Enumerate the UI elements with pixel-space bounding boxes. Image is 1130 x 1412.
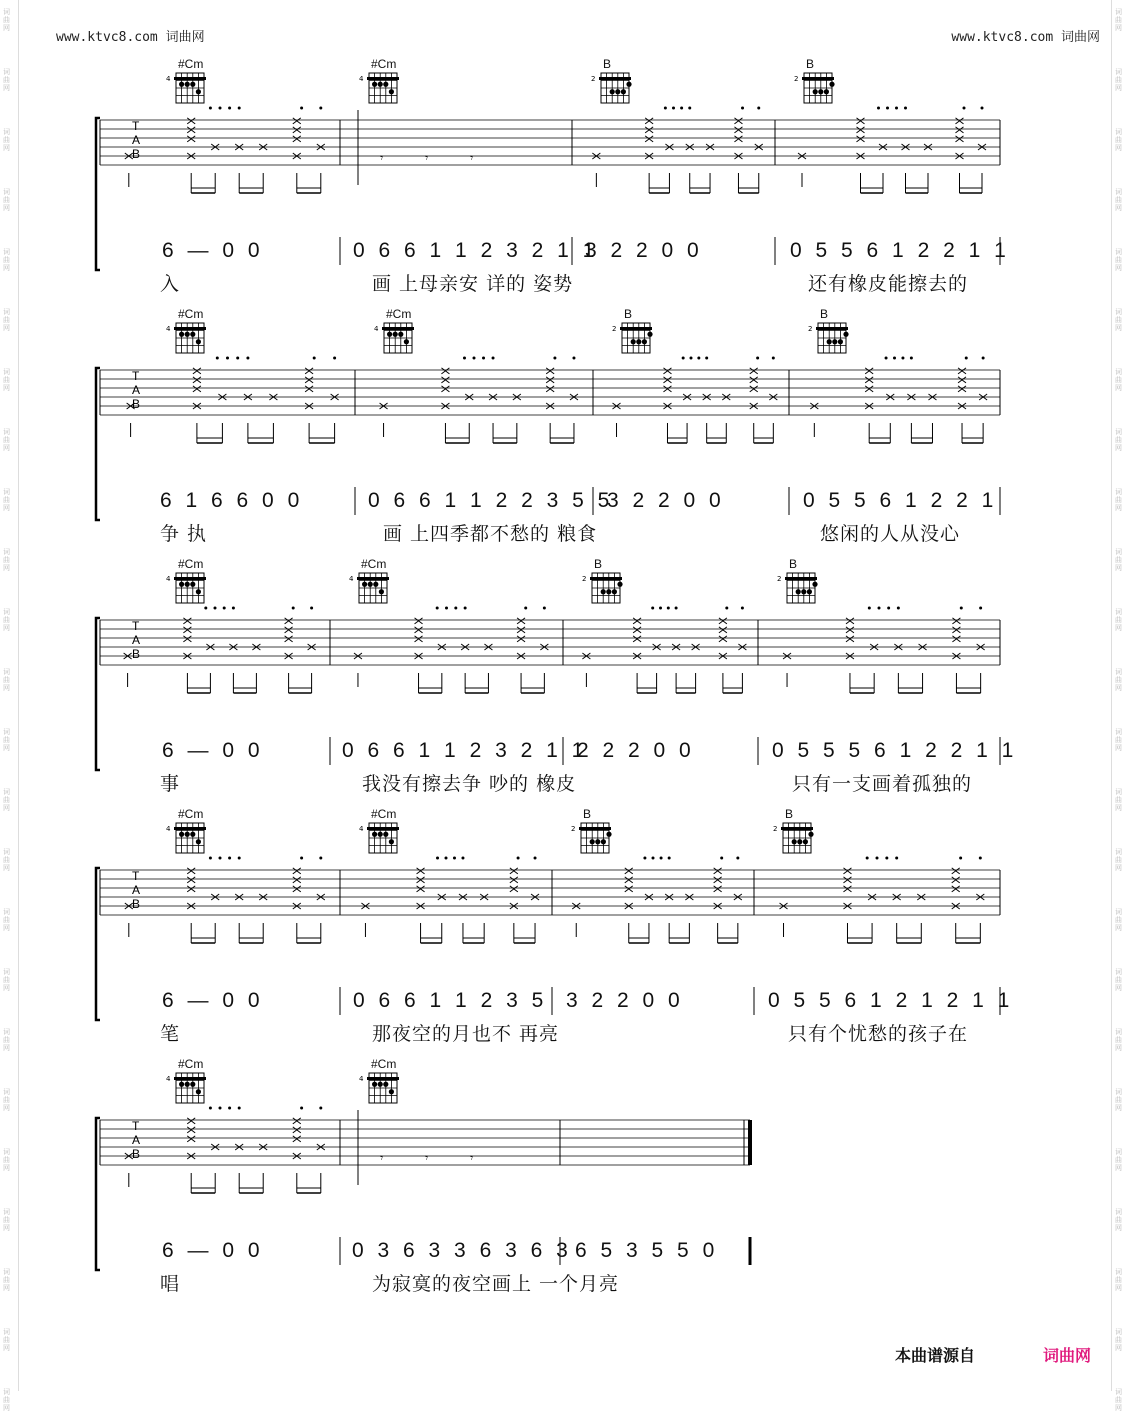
tab-clef-letter: B [132, 647, 141, 661]
chord-diagram [162, 57, 214, 115]
chord-diagram [355, 807, 407, 865]
watermark-text: 词曲网 [3, 488, 10, 512]
svg-text:4: 4 [166, 75, 171, 83]
svg-text:2: 2 [571, 825, 576, 833]
svg-text:4: 4 [166, 825, 171, 833]
jianpu-measure: 3 2 2 0 0 [566, 989, 684, 1012]
chord-name: #Cm [371, 57, 397, 71]
svg-text:2: 2 [612, 325, 617, 333]
watermark-text: 词曲网 [1115, 248, 1122, 272]
watermark-text: 词曲网 [1115, 548, 1122, 572]
watermark-text: 词曲网 [3, 8, 10, 32]
chord-name: #Cm [361, 557, 387, 571]
svg-text:𝄾: 𝄾 [425, 1151, 429, 1165]
chord-name: #Cm [178, 307, 204, 321]
jianpu-measure: 2 2 2 0 0 [577, 739, 695, 762]
jianpu-measure: 6 — 0 0 [162, 1239, 264, 1262]
chord-name: #Cm [178, 57, 204, 71]
watermark-text: 词曲网 [1115, 488, 1122, 512]
svg-text:𝄾: 𝄾 [380, 151, 384, 165]
header-site-right: www.ktvc8.com 词曲网 [951, 30, 1100, 45]
lyric-line: 争 执 [160, 523, 208, 545]
lyric-line: 事 [160, 773, 181, 795]
jianpu-measure: 0 6 6 1 1 2 2 3 5 5 [368, 489, 614, 512]
chord-name: B [820, 307, 829, 321]
chord-name: #Cm [178, 1057, 204, 1071]
watermark-text: 词曲网 [3, 188, 10, 212]
score-system [0, 1055, 1130, 1305]
tab-clef-letter: B [132, 147, 141, 161]
watermark-text: 词曲网 [3, 968, 10, 992]
lyric-line: 只有个忧愁的孩子在 [788, 1023, 969, 1045]
watermark-text: 词曲网 [1115, 1148, 1122, 1172]
footer-source-label: 本曲谱源自 [895, 1346, 976, 1365]
chord-name: B [594, 557, 603, 571]
watermark-text: 词曲网 [1115, 1028, 1122, 1052]
watermark-text: 词曲网 [3, 368, 10, 392]
tab-clef-letter: T [132, 619, 140, 633]
watermark-text: 词曲网 [1115, 188, 1122, 212]
watermark-text: 词曲网 [1115, 1268, 1122, 1292]
lyric-line: 只有一支画着孤独的 [792, 773, 973, 795]
svg-text:4: 4 [166, 1075, 171, 1083]
tab-clef-letter: B [132, 1147, 141, 1161]
chord-diagram [587, 57, 639, 115]
chord-name: B [603, 57, 612, 71]
jianpu-measure: 6 — 0 0 [162, 239, 264, 262]
lyric-line: 还有橡皮能擦去的 [808, 273, 969, 295]
watermark-text: 词曲网 [1115, 728, 1122, 752]
chord-name: B [785, 807, 794, 821]
chord-name: B [583, 807, 592, 821]
score-system [0, 805, 1130, 1055]
chord-name: B [789, 557, 798, 571]
watermark-text: 词曲网 [3, 1388, 10, 1412]
watermark-text: 词曲网 [1115, 368, 1122, 392]
watermark-text: 词曲网 [3, 68, 10, 92]
watermark-text: 词曲网 [3, 248, 10, 272]
lyric-line: 悠闲的人从没心 [820, 523, 961, 545]
watermark-text: 词曲网 [3, 908, 10, 932]
header-site-left: www.ktvc8.com 词曲网 [56, 30, 205, 45]
tab-clef-letter: B [132, 897, 141, 911]
watermark-text: 词曲网 [3, 548, 10, 572]
lyric-line: 为寂寞的夜空画上 一个月亮 [372, 1273, 620, 1295]
watermark-text: 词曲网 [1115, 968, 1122, 992]
watermark-text: 词曲网 [3, 848, 10, 872]
jianpu-measure: 6 — 0 0 [162, 739, 264, 762]
jianpu-measure: 0 6 6 1 1 2 3 5 [353, 989, 548, 1012]
watermark-text: 词曲网 [3, 1148, 10, 1172]
svg-text:2: 2 [773, 825, 778, 833]
svg-text:𝄾: 𝄾 [470, 151, 474, 165]
lyric-line: 那夜空的月也不 再亮 [372, 1023, 560, 1045]
chord-name: #Cm [178, 557, 204, 571]
tab-clef-letter: A [132, 633, 141, 647]
footer-site-logo: 词曲网 [1043, 1346, 1092, 1365]
watermark-text: 词曲网 [1115, 1388, 1122, 1412]
jianpu-measure: 0 5 5 5 6 1 2 2 1 1 [772, 739, 1018, 762]
chord-diagram [769, 807, 821, 865]
jianpu-measure: 6 1 6 6 0 0 [160, 489, 304, 512]
chord-name: #Cm [178, 807, 204, 821]
chord-diagram [162, 557, 214, 615]
chord-diagram [608, 307, 660, 365]
chord-name: #Cm [371, 1057, 397, 1071]
chord-diagram [162, 1057, 214, 1115]
jianpu-measure: 0 5 5 6 1 2 2 1 1 [790, 239, 1010, 262]
watermark-text: 词曲网 [1115, 908, 1122, 932]
lyric-line: 画 上母亲安 详的 姿势 [372, 273, 574, 295]
watermark-text: 词曲网 [3, 1208, 10, 1232]
chord-diagram [370, 307, 422, 365]
watermark-text: 词曲网 [3, 788, 10, 812]
score-system [0, 555, 1130, 805]
chord-diagram [773, 557, 825, 615]
tab-clef-letter: T [132, 119, 140, 133]
tab-clef-letter: T [132, 869, 140, 883]
jianpu-measure: 3 2 2 0 0 [607, 489, 725, 512]
chord-diagram [790, 57, 842, 115]
jianpu-measure: 6 5 3 5 5 0 [575, 1239, 719, 1262]
chord-name: #Cm [386, 307, 412, 321]
score-system [0, 305, 1130, 555]
watermark-text: 词曲网 [3, 668, 10, 692]
svg-text:4: 4 [359, 825, 364, 833]
chord-diagram [567, 807, 619, 865]
jianpu-measure: 0 5 5 6 1 2 1 2 1 1 [768, 989, 1014, 1012]
watermark-text: 词曲网 [1115, 668, 1122, 692]
chord-name: #Cm [371, 807, 397, 821]
svg-text:2: 2 [794, 75, 799, 83]
watermark-text: 词曲网 [3, 1028, 10, 1052]
watermark-text: 词曲网 [1115, 1208, 1122, 1232]
tab-clef-letter: T [132, 1119, 140, 1133]
chord-name: B [806, 57, 815, 71]
watermark-text: 词曲网 [3, 728, 10, 752]
lyric-line: 笔 [160, 1023, 181, 1045]
watermark-text: 词曲网 [1115, 1088, 1122, 1112]
svg-text:2: 2 [591, 75, 596, 83]
tab-clef-letter: T [132, 369, 140, 383]
svg-text:𝄾: 𝄾 [380, 1151, 384, 1165]
watermark-text: 词曲网 [3, 128, 10, 152]
svg-text:4: 4 [349, 575, 354, 583]
jianpu-measure: 0 6 6 1 1 2 3 2 1 1 [353, 239, 599, 262]
jianpu-measure: 0 5 5 6 1 2 2 1 [803, 489, 998, 512]
watermark-text: 词曲网 [1115, 128, 1122, 152]
chord-diagram [345, 557, 397, 615]
lyric-line: 画 上四季都不愁的 粮食 [383, 523, 598, 545]
watermark-text: 词曲网 [3, 308, 10, 332]
svg-text:2: 2 [777, 575, 782, 583]
jianpu-measure: 3 2 2 0 0 [585, 239, 703, 262]
watermark-text: 词曲网 [1115, 8, 1122, 32]
chord-name: B [624, 307, 633, 321]
chord-diagram [162, 307, 214, 365]
watermark-text: 词曲网 [1115, 308, 1122, 332]
svg-text:4: 4 [359, 1075, 364, 1083]
watermark-text: 词曲网 [3, 1328, 10, 1352]
watermark-text: 词曲网 [1115, 428, 1122, 452]
tab-clef-letter: A [132, 133, 141, 147]
watermark-text: 词曲网 [1115, 788, 1122, 812]
watermark-text: 词曲网 [1115, 848, 1122, 872]
chord-diagram [162, 807, 214, 865]
svg-text:𝄾: 𝄾 [425, 151, 429, 165]
svg-text:4: 4 [166, 325, 171, 333]
lyric-line: 入 [160, 273, 181, 295]
chord-diagram [355, 1057, 407, 1115]
watermark-text: 词曲网 [1115, 608, 1122, 632]
jianpu-measure: 6 — 0 0 [162, 989, 264, 1012]
tab-clef-letter: A [132, 883, 141, 897]
svg-text:2: 2 [582, 575, 587, 583]
chord-diagram [578, 557, 630, 615]
score-system [0, 55, 1130, 305]
svg-text:4: 4 [166, 575, 171, 583]
tab-clef-letter: A [132, 1133, 141, 1147]
svg-text:2: 2 [808, 325, 813, 333]
lyric-line: 唱 [160, 1273, 181, 1295]
watermark-text: 词曲网 [3, 608, 10, 632]
chord-diagram [355, 57, 407, 115]
watermark-text: 词曲网 [3, 1268, 10, 1292]
jianpu-measure: 0 6 6 1 1 2 3 2 1 1 [342, 739, 588, 762]
svg-text:4: 4 [359, 75, 364, 83]
svg-text:𝄾: 𝄾 [470, 1151, 474, 1165]
svg-text:4: 4 [374, 325, 379, 333]
watermark-text: 词曲网 [1115, 1328, 1122, 1352]
chord-diagram [804, 307, 856, 365]
watermark-text: 词曲网 [3, 428, 10, 452]
jianpu-measure: 0 3 6 3 3 6 3 6 3 [352, 1239, 572, 1262]
lyric-line: 我没有擦去争 吵的 橡皮 [362, 773, 577, 795]
tab-clef-letter: B [132, 397, 141, 411]
watermark-text: 词曲网 [1115, 68, 1122, 92]
watermark-text: 词曲网 [3, 1088, 10, 1112]
tab-clef-letter: A [132, 383, 141, 397]
